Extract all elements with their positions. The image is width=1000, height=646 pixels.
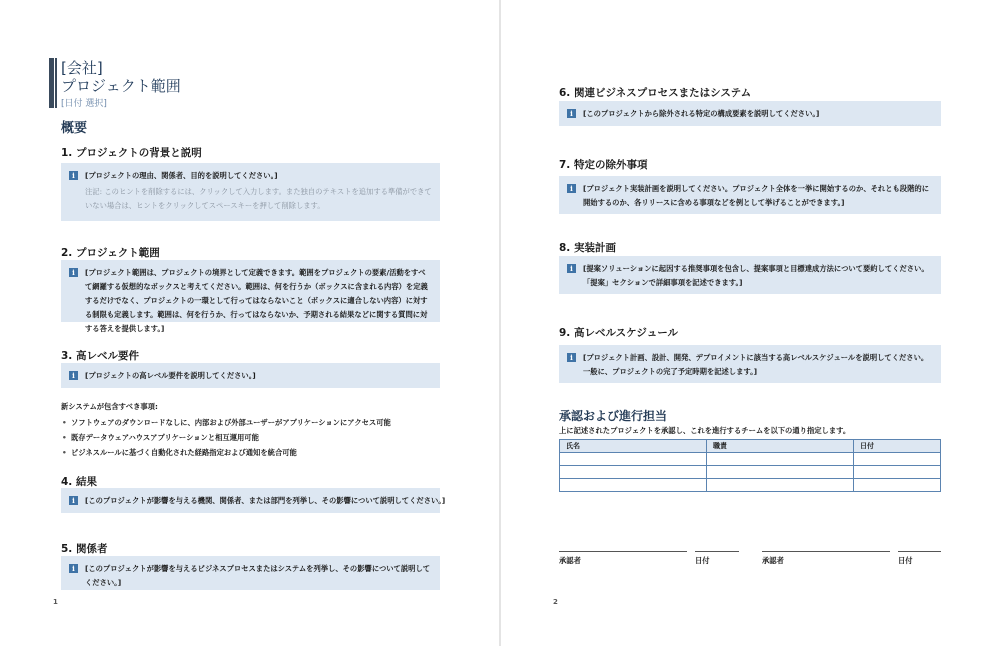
hint-text-5: [このプロジェクトが影響を与えるビジネスプロセスまたはシステムを列挙し、その影響について説明してください。] (85, 564, 431, 587)
hint-box-5[interactable] (61, 556, 440, 590)
table-cell[interactable] (854, 479, 941, 492)
info-icon: i (69, 564, 78, 573)
table-cell[interactable] (560, 466, 707, 479)
section-heading-3: 3. 高レベル要件 (61, 350, 139, 362)
hint-box-2[interactable] (61, 260, 440, 333)
hint-box-4[interactable] (61, 488, 446, 513)
requirement-item: • ビジネスルールに基づく自動化された経路指定および通知を統合可能 (71, 448, 297, 458)
table-cell[interactable] (707, 479, 854, 492)
overview-heading: 概要 (61, 121, 88, 136)
info-icon: i (69, 268, 78, 277)
title-accent-bar (49, 58, 54, 108)
hint-text-7: [プロジェクト実装計画を説明してください。プロジェクト全体を一挙に開始するのか、それとも段階的に開始するのか、各リリースに含める事項などを例として挙げることができます。] (583, 184, 929, 207)
section-heading-5: 5. 関係者 (61, 543, 108, 555)
signature-date-line (898, 551, 941, 552)
hint-box-9[interactable] (559, 345, 941, 383)
info-icon: i (69, 171, 78, 180)
hint-box-3[interactable] (61, 363, 440, 388)
document-title[interactable]: プロジェクト範囲 (61, 77, 181, 95)
section-heading-7: 7. 特定の除外事項 (559, 159, 648, 171)
section-heading-9: 9. 高レベルスケジュール (559, 327, 679, 339)
column-header-role: 職責 (707, 440, 854, 453)
section-heading-6: 6. 関連ビジネスプロセスまたはシステム (559, 87, 752, 99)
signature-line (559, 551, 687, 552)
info-icon: i (567, 184, 576, 193)
hint-text-4: [このプロジェクトが影響を与える機関、関係者、または部門を列挙し、その影響について説明してください。] (85, 496, 446, 505)
requirement-item: • ソフトウェアのダウンロードなしに、内部および外部ユーザーがアプリケーションにアクセス可能 (71, 418, 391, 428)
approval-table (559, 439, 941, 492)
table-cell[interactable] (560, 479, 707, 492)
hint-text-8: [提案ソリューションに起因する推奨事項を包含し、提案事項と目標達成方法について要約してください。「提案」セクションで詳細事項を記述できます。] (583, 264, 929, 287)
hint-box-7[interactable] (559, 176, 941, 214)
table-row (560, 453, 941, 466)
table-header-row (560, 440, 941, 453)
date-label: 日付 (898, 556, 913, 565)
table-cell[interactable] (854, 466, 941, 479)
approval-description: 上に記述されたプロジェクトを承認し、これを進行するチームを以下の通り指定します。 (559, 426, 851, 435)
table-row (560, 479, 941, 492)
approver-label: 承認者 (559, 556, 581, 565)
hint-box-6[interactable] (559, 101, 941, 126)
hint-text-3: [プロジェクトの高レベル要件を説明してください。] (85, 371, 256, 380)
approval-heading: 承認および進行担当 (559, 409, 668, 423)
date-label: 日付 (695, 556, 710, 565)
page-1 (0, 0, 499, 646)
company-name[interactable]: [会社] (61, 59, 103, 77)
hint-text-2: [プロジェクト範囲は、プロジェクトの境界として定義できます。範囲をプロジェクトの要素/活動をすべて網羅する仮想的なボックスと考えてください。範囲は、何を行うか（ボックスに含まれる内容）を定義するだけでなく、プロジェクトの一環として行ってはならないこと（ボックスに適合しない内容）に対する制限も定義します。範囲は、何を行うか、行ってはならないか、予期される結果などに関する質問に対する答えを提供します。] (85, 268, 428, 333)
requirement-item: • 既存データウェアハウスアプリケーションと相互運用可能 (71, 433, 259, 443)
column-header-date: 日付 (854, 440, 941, 453)
requirements-intro: 新システムが包含すべき事項: (61, 402, 158, 411)
signature-line (762, 551, 890, 552)
hint-box-8[interactable] (559, 256, 941, 294)
section-heading-1: 1. プロジェクトの背景と説明 (61, 147, 202, 159)
table-cell[interactable] (560, 453, 707, 466)
title-accent-bar-thin (55, 58, 57, 108)
table-row (560, 466, 941, 479)
info-icon: i (69, 371, 78, 380)
hint-text-1: [プロジェクトの理由、関係者、目的を説明してください。] (85, 171, 278, 180)
page-number: 1 (53, 598, 58, 606)
section-heading-8: 8. 実装計画 (559, 242, 616, 254)
date-picker[interactable]: [日付 選択] (61, 99, 107, 109)
table-cell[interactable] (854, 453, 941, 466)
hint-text-9: [プロジェクト計画、設計、開発、デプロイメントに該当する高レベルスケジュールを説明してください。一般に、プロジェクトの完了予定時期を記述します。] (583, 353, 929, 376)
table-cell[interactable] (707, 466, 854, 479)
column-header-name: 氏名 (560, 440, 707, 453)
info-icon: i (69, 496, 78, 505)
hint-note-1: 注記: このヒントを削除するには、クリックして入力します。また独自のテキストを追加する準備ができていない場合は、ヒントをクリックしてスペースキーを押して削除します。 (85, 187, 432, 210)
info-icon: i (567, 264, 576, 273)
section-heading-2: 2. プロジェクト範囲 (61, 247, 160, 259)
info-icon: i (567, 109, 576, 118)
section-heading-4: 4. 結果 (61, 476, 97, 488)
hint-box-1[interactable] (61, 163, 440, 221)
table-cell[interactable] (707, 453, 854, 466)
page-number: 2 (553, 598, 558, 606)
hint-text-6: [このプロジェクトから除外される特定の構成要素を説明してください。] (583, 109, 820, 118)
approver-label: 承認者 (762, 556, 784, 565)
signature-date-line (695, 551, 739, 552)
info-icon: i (567, 353, 576, 362)
